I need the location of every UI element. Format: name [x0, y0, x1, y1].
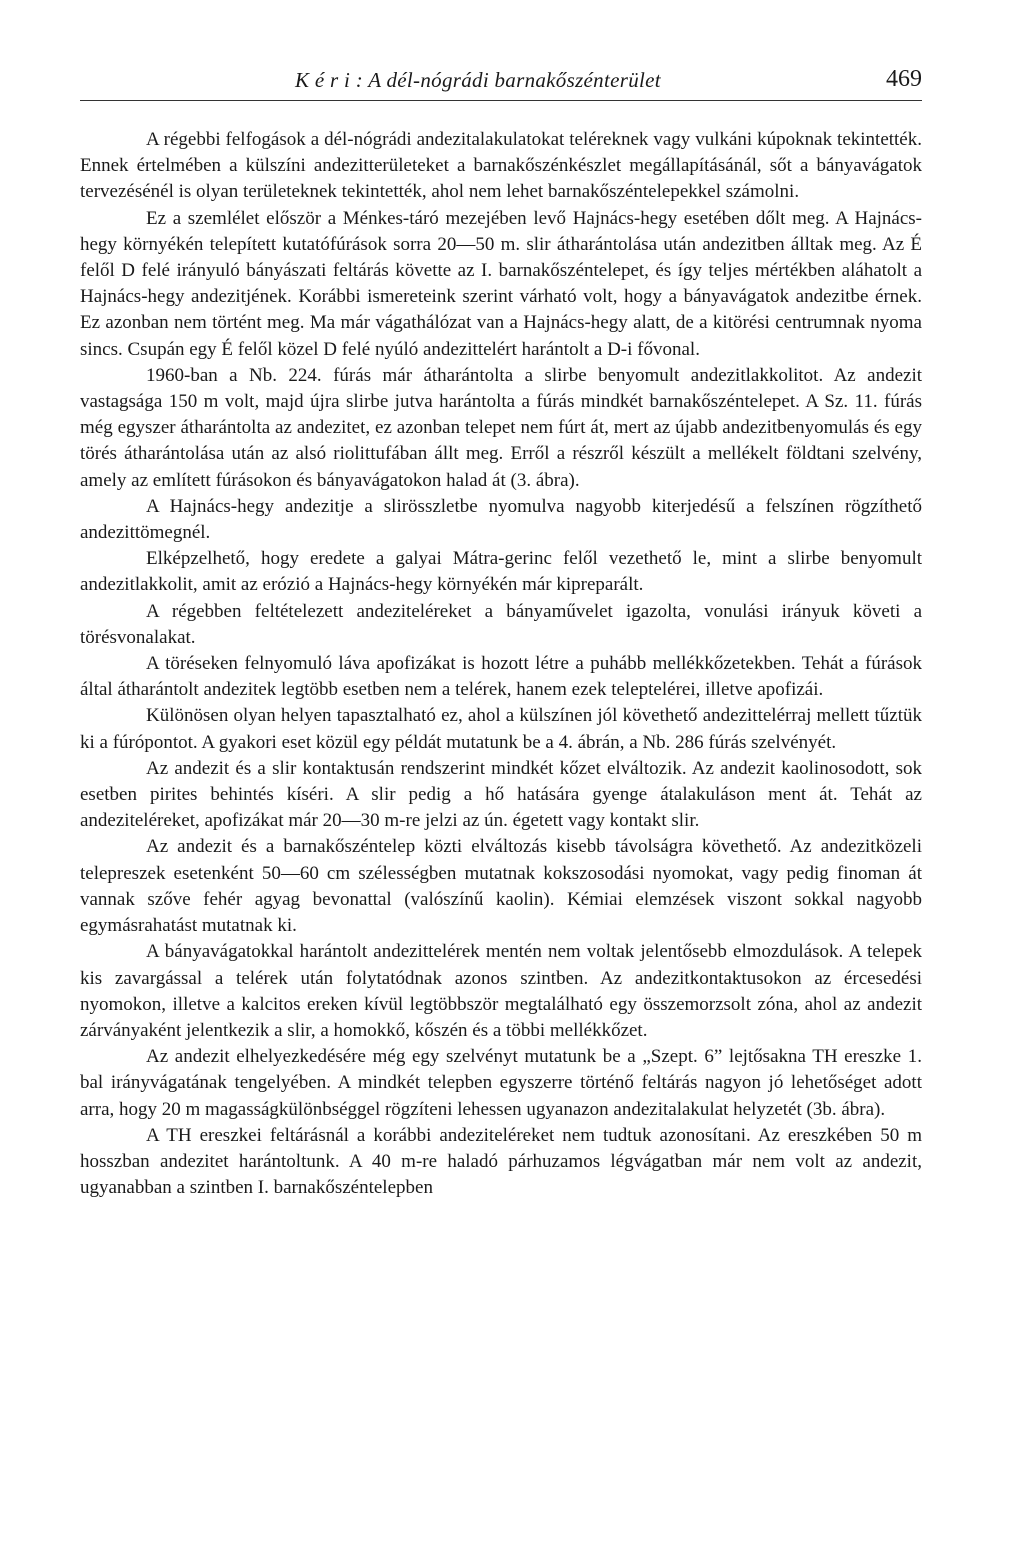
running-title: K é r i : A dél-nógrádi barnakőszénterület [295, 68, 661, 92]
document-page [80, 60, 922, 1201]
paragraph: Az andezit elhelyezkedésére még egy szelvényt mutatunk be a „Szept. 6” lejtősakna TH ereszke 1. bal irányvágatának tengelyében. A mindkét telepben egyszerre történő feltárás nagyon jó lehetőséget adott arra, hogy 20 m magasságkülönbséggel rögzíteni lehessen ugyanazon andezitalakulat helyzetét (3b. ábra). [80, 1046, 922, 1120]
paragraph: A töréseken felnyomuló láva apofizákat is hozott létre a puhább mellékkőzetekben. Tehát a fúrások által átharántolt andezitek legtöbb esetben nem a telérek, hanem ezek teleptelérei, illetve apofizái. [80, 653, 922, 701]
body-text [80, 127, 922, 1201]
paragraph: Az andezit és a slir kontaktusán rendszerint mindkét kőzet elváltozik. Az andezit kaolinosodott, sok esetben pirites behintés kíséri. A slir pedig a hő hatására gyenge átalakuláson ment át. Tehát az andeziteléreket, apofizákat már 20—30 m-re jelzi az ún. égetett vagy kontakt slir. [80, 757, 922, 832]
paragraph: A régebbi felfogások a dél-nógrádi andezitalakulatokat teléreknek vagy vulkáni kúpoknak tekintették. Ennek értelmében a külszíni andezitterületeket a barnakőszénkészlet megállapításánál, sőt a bányavágatok tervezésénél is olyan területeknek tekintették, ahol nem lehet barnakőszéntelepekkel számolni. [80, 129, 922, 203]
paragraph: A bányavágatokkal harántolt andezittelérek mentén nem voltak jelentősebb elmozdulások. A telepek kis zavargással a telérek után folytatódnak azonos szintben. Az andezitkontaktusokon az ércesedési nyomokon, illetve a kalcitos ereken kívül legtöbbször megtalálható egy összemorzsolt zóna, ahol az andezit zárványaként jelentkezik a slir, a homokkő, kőszén és a többi mellékkőzet. [80, 941, 922, 1041]
paragraph: Az andezit és a barnakőszéntelep közti elváltozás kisebb távolságra követhető. Az andezitközeli telepreszek esetenként 50—60 cm szélességben mutatnak kokszosodási nyomokat, vagy pedig finoman át vannak szőve fehér agyag bevonattal (valószínű kaolin). Kémiai elemzések viszont sokkal nagyobb egymásrahatást mutatnak ki. [80, 836, 922, 937]
paragraph: Különösen olyan helyen tapasztalható ez, ahol a külszínen jól követhető andezittelérraj mellett tűztük ki a fúrópontot. A gyakori eset közül egy példát mutatunk be a 4. ábrán, a Nb. 286 fúrás szelvényét. [80, 705, 922, 753]
paragraph: 1960-ban a Nb. 224. fúrás már átharántolta a slirbe benyomult andezitlakkolitot. Az andezit vastagsága 150 m volt, majd újra slirbe jutva harántolta a fúrás mindkét barnakőszéntelepet. A Sz. 11. fúrás még egyszer átharántolta az andezitet, ez azonban telepet nem fúrt át, mert az újabb andezitbenyomulás és egy törés átharántolása után az alsó riolittufában állt meg. Erről a részről készült a mellékelt földtani szelvény, amely az említett fúrásokon és bányavágatokon halad át (3. ábra). [80, 364, 922, 491]
paragraph: A Hajnács-hegy andezitje a slirösszletbe nyomulva nagyobb kiterjedésű a felszínen rögzíthető andezittömegnél. [80, 495, 922, 544]
paragraph: A TH ereszkei feltárásnál a korábbi andeziteléreket nem tudtuk azonosítani. Az ereszkében 50 m hosszban andezitet harántoltunk. A 40 m-re haladó párhuzamos légvágatban már nem volt az andezit, ugyanabban a szintben I. barnakőszéntelepben [80, 1124, 922, 1199]
running-header [80, 60, 922, 101]
paragraph: Elképzelhető, hogy eredete a galyai Mátra-gerinc felől vezethető le, mint a slirbe benyomult andezitlakkolit, amit az erózió a Hajnács-hegy környékén már kipreparált. [80, 548, 922, 596]
paragraph: A régebben feltételezett andeziteléreket a bányaművelet igazolta, vonulási irányuk követi a törésvonalakat. [80, 600, 922, 648]
page-number: 469 [886, 66, 922, 92]
paragraph: Ez a szemlélet először a Ménkes-táró mezejében levő Hajnács-hegy esetében dőlt meg. A Hajnács-hegy környékén telepített kutatófúrások sorra 20—50 m. slir átharántolása után andezitben álltak meg. Az É felől D felé irányuló bányászati feltárás követte az I. barnakőszéntelepet, és így teljes mértékben aláhatolt a Hajnács-hegy andezitjének. Korábbi ismereteink szerint várható volt, hogy a bányavágatok andezitbe érnek. Ez azonban nem történt meg. Ma már vágathálózat van a Hajnács-hegy alatt, de a kitörési centrumnak nyoma sincs. Csupán egy É felől közel D felé nyúló andezittelért harántolt a D-i fővonal. [80, 207, 922, 360]
